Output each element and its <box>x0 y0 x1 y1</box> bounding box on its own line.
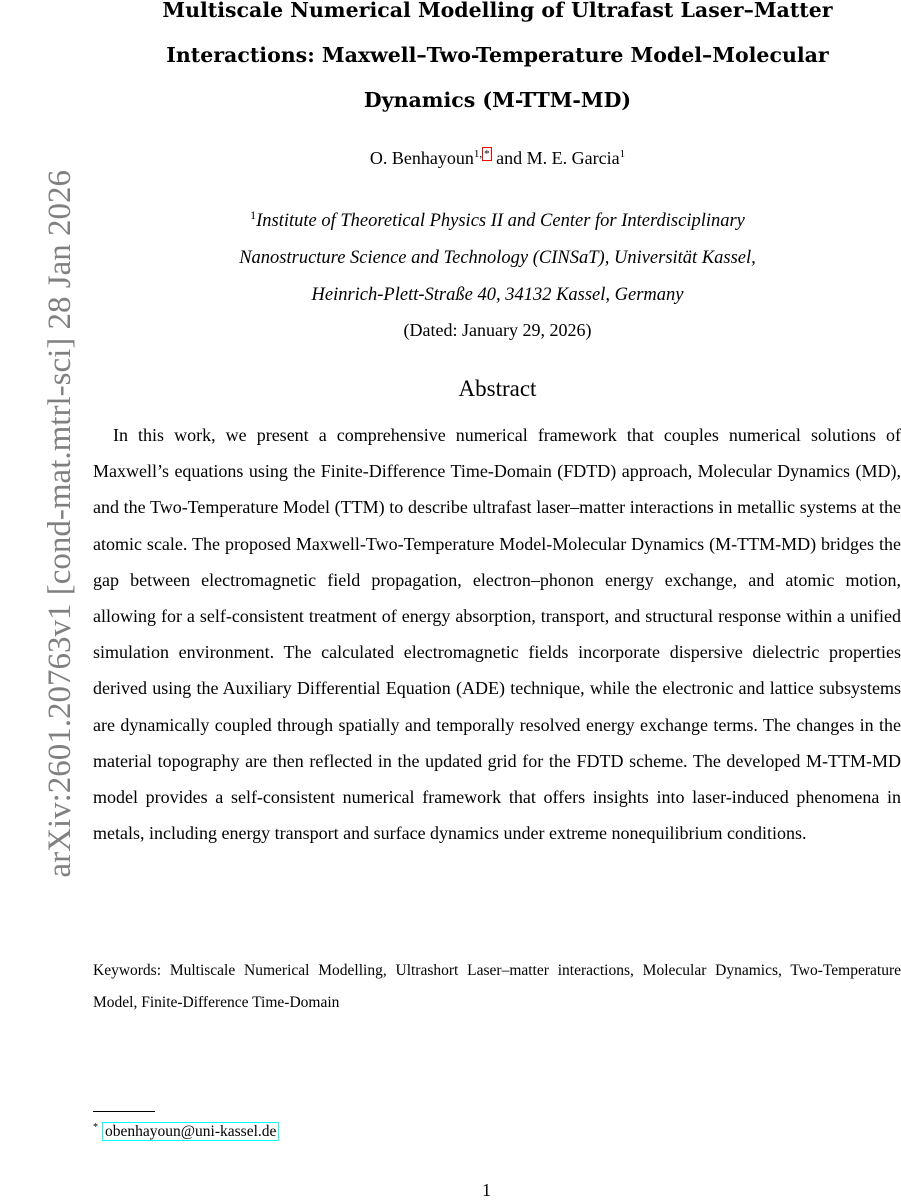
email-link[interactable]: obenhayoun@uni-kassel.de <box>102 1122 279 1141</box>
footnote <box>93 1122 279 1141</box>
arxiv-identifier-text: arXiv:2601.20763v1 [cond-mat.mtrl-sci] 28 Jan 2026 <box>42 170 78 878</box>
author-connector: and <box>496 148 523 168</box>
affiliation-marker: 1 <box>619 148 626 160</box>
affiliation-line: Nanostructure Science and Technology (CINSaT), Universität Kassel, <box>239 248 756 269</box>
affiliation-marker: 1, * <box>473 148 490 160</box>
corresponding-author-link[interactable]: * <box>484 148 490 160</box>
title-line: Dynamics (M-TTM-MD) <box>363 88 632 112</box>
title-line: Multiscale Numerical Modelling of Ultrafast Laser–Matter <box>162 0 833 22</box>
date-line: (Dated: January 29, 2026) <box>403 320 592 340</box>
arxiv-identifier-stamp <box>0 170 78 945</box>
affiliation-line: Heinrich-Plett-Straße 40, 34132 Kassel, Germany <box>311 285 684 306</box>
abstract-body: In this work, we present a comprehensive numerical framework that couples numerical solutions of Maxwell’s equations using the Finite-Difference Time-Domain (FDTD) approach, Molecular Dynamics (MD), and the Two-Temperature Model (TTM) to describe ultrafast laser–matter interactions in metallic systems at the atomic scale. The proposed Maxwell-Two-Temperature Model-Molecular Dynamics (M-TTM-MD) bridges the gap between electromagnetic field propagation, electron–phonon energy exchange, and atomic motion, allowing for a self-consistent treatment of energy absorption, transport, and structural response within a unified simulation environment. The calculated electromagnetic fields incorporate dispersive dielectric properties derived using the Auxiliary Differential Equation (ADE) technique, while the electronic and lattice subsystems are dynamically coupled through spatially and temporally resolved energy exchange terms. The changes in the material topography are then reflected in the updated grid for the FDTD scheme. The developed M-TTM-MD model provides a self-consistent numerical framework that offers insights into laser-induced phenomena in metals, including energy transport and surface dynamics under extreme nonequilibrium conditions. <box>93 425 901 844</box>
author-name: M. E. Garcia <box>526 148 620 168</box>
abstract-heading: Abstract <box>458 376 537 401</box>
affiliation-block <box>110 197 885 314</box>
page-number: 1 <box>482 1180 491 1200</box>
footnote-marker: * <box>93 1122 98 1133</box>
title-line: Interactions: Maxwell–Two-Temperature Model–Molecular <box>166 43 829 67</box>
author-list <box>110 148 885 169</box>
footnote-divider <box>93 1111 155 1112</box>
paper-title <box>110 0 885 123</box>
author-name: O. Benhayoun <box>369 148 474 168</box>
affiliation-number: 1 <box>250 208 257 222</box>
keywords: Keywords: Multiscale Numerical Modelling, Ultrashort Laser–matter interactions, Molecular Dynamics, Two-Temperature Model, Finite-Difference Time-Domain <box>93 962 901 1011</box>
affiliation-line: $^1$Institute of Theoretical Physics II and Center for Interdisciplinary <box>250 208 745 232</box>
